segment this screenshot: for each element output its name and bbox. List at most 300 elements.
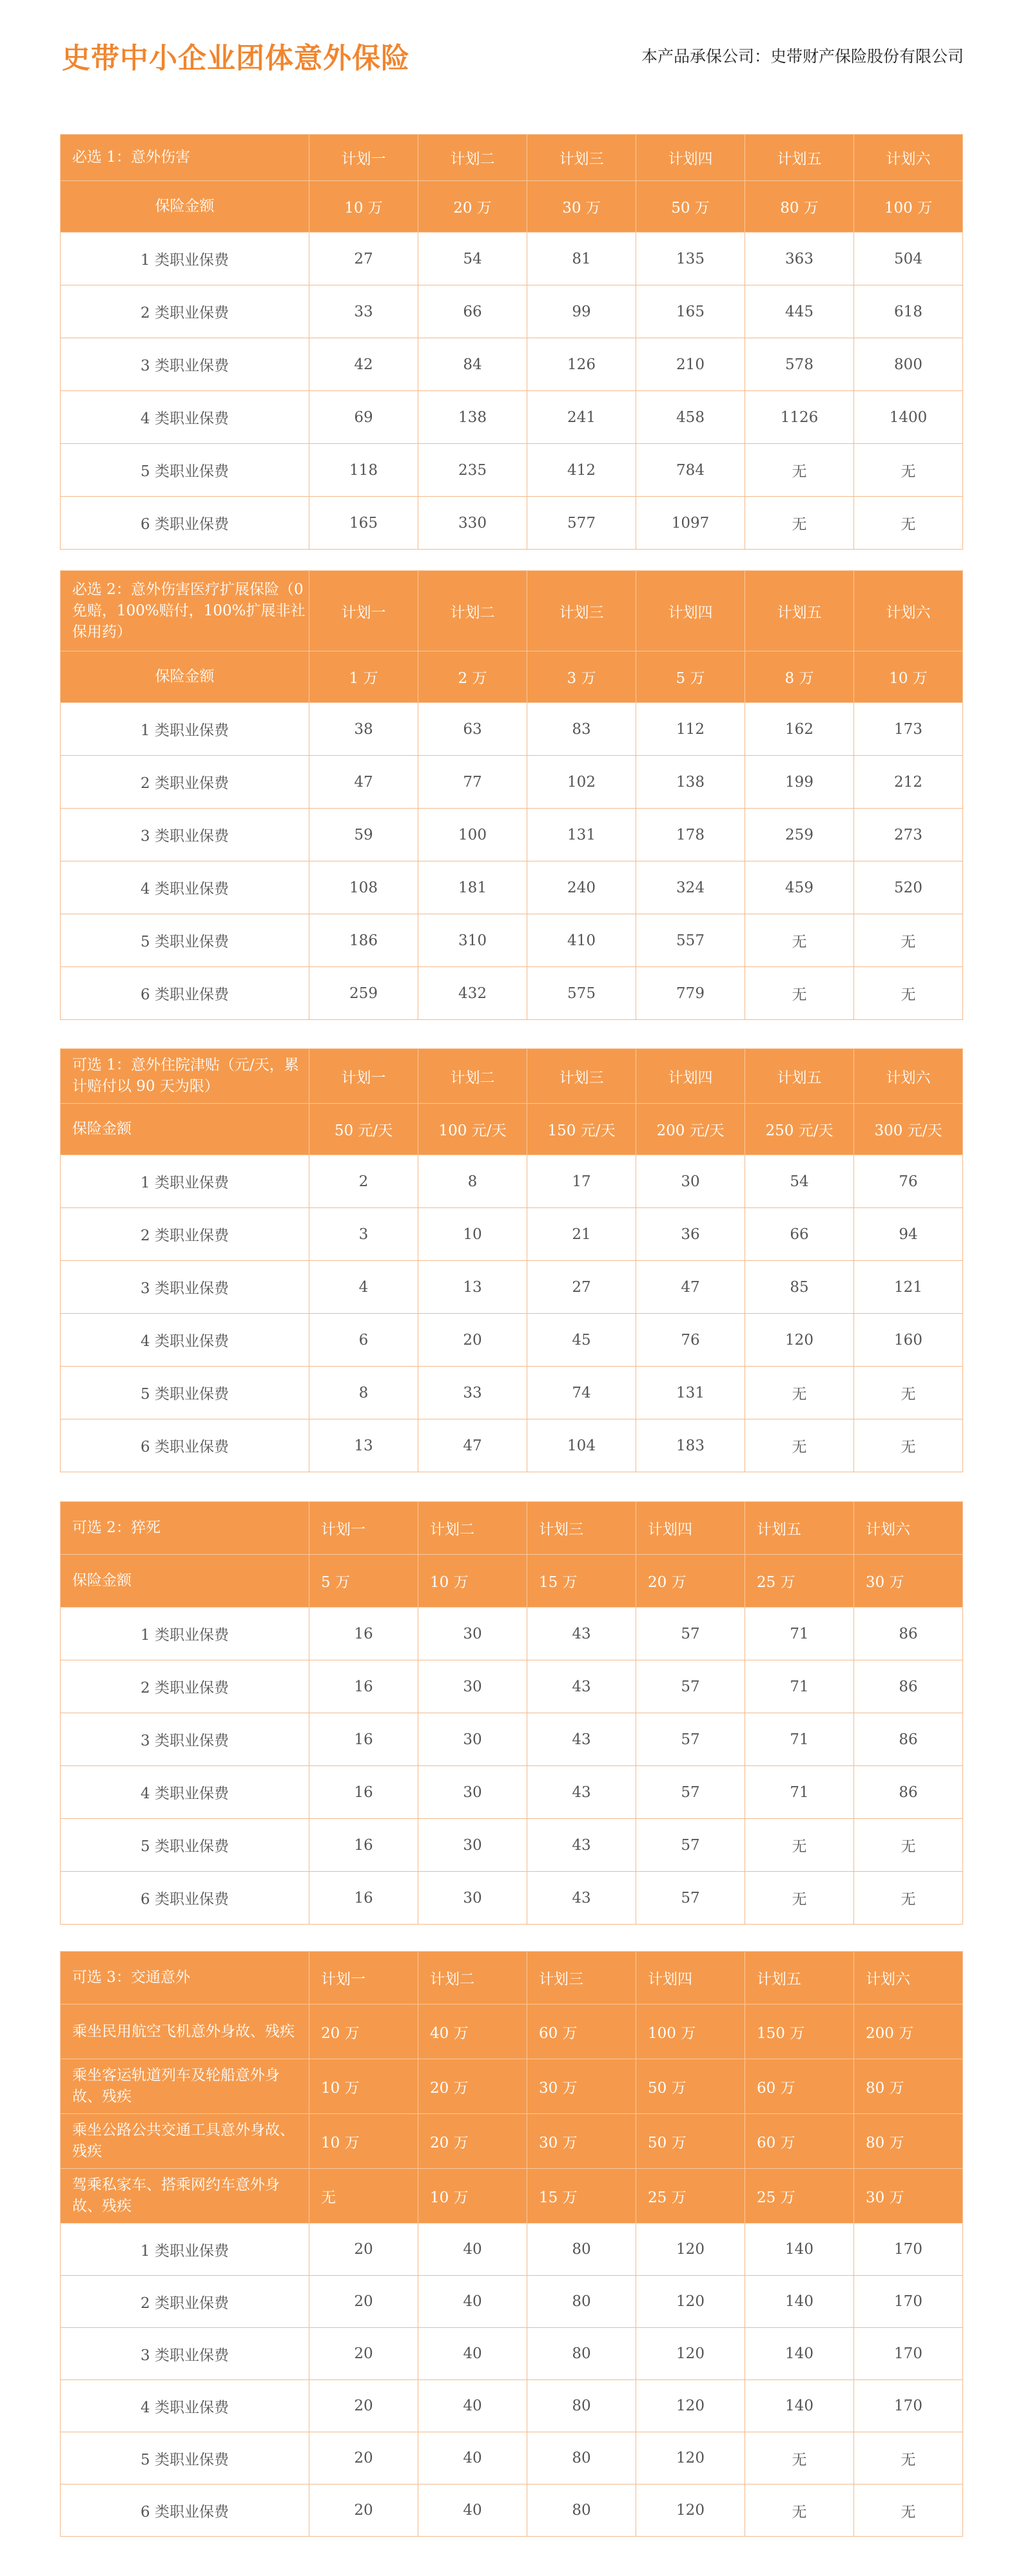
table-cell: 210 — [636, 338, 745, 391]
table-cell: 86 — [854, 1608, 963, 1660]
table-row — [61, 1208, 963, 1261]
table-cell: 30 — [418, 1819, 527, 1872]
table-cell: 410 — [527, 914, 636, 967]
sum-insured-row — [61, 181, 963, 233]
table-cell: 无 — [854, 1872, 963, 1925]
header-cell: 计划四 — [636, 1049, 745, 1104]
table-cell: 42 — [309, 338, 418, 391]
table-cell: 80 — [527, 2328, 636, 2380]
table-cell: 71 — [745, 1608, 854, 1660]
row-label: 2 类职业保费 — [61, 1660, 309, 1713]
row-label: 保险金额 — [61, 1555, 309, 1608]
header-cell: 80 万 — [854, 2114, 963, 2169]
table-row — [61, 1819, 963, 1872]
table-cell: 无 — [745, 967, 854, 1020]
table-cell: 无 — [745, 914, 854, 967]
table-cell: 66 — [418, 285, 527, 338]
header-cell: 300 元/天 — [854, 1104, 963, 1155]
header-cell: 20 万 — [418, 181, 527, 233]
table-cell: 160 — [854, 1314, 963, 1367]
sum-insured-row — [61, 1104, 963, 1155]
row-label: 2 类职业保费 — [61, 2276, 309, 2328]
header-cell: 30 万 — [854, 1555, 963, 1608]
header-cell: 计划一 — [309, 135, 418, 181]
row-label: 驾乘私家车、搭乘网约车意外身故、残疾 — [61, 2169, 309, 2224]
row-label: 4 类职业保费 — [61, 1314, 309, 1367]
table-cell: 80 — [527, 2485, 636, 2537]
table-cell: 3 — [309, 1208, 418, 1261]
table-cell: 33 — [309, 285, 418, 338]
table-cell: 30 — [418, 1608, 527, 1660]
table-row — [61, 2328, 963, 2380]
header-cell: 计划一 — [309, 1049, 418, 1104]
table-heading-row — [61, 1049, 963, 1104]
table-cell: 20 — [309, 2432, 418, 2485]
table-cell: 无 — [854, 1819, 963, 1872]
row-label: 保险金额 — [61, 651, 309, 703]
header-cell: 计划二 — [418, 571, 527, 651]
table-row — [61, 1155, 963, 1208]
header-cell: 20 万 — [309, 2004, 418, 2059]
table-cell: 259 — [309, 967, 418, 1020]
row-label: 必选 2：意外伤害医疗扩展保险（0 免赔，100%赔付，100%扩展非社保用药） — [61, 571, 309, 651]
table-cell: 13 — [309, 1419, 418, 1472]
header-cell: 20 万 — [418, 2114, 527, 2169]
header-cell: 计划二 — [418, 1952, 527, 2004]
table-row — [61, 1766, 963, 1819]
header-cell: 计划一 — [309, 1502, 418, 1555]
table-cell: 363 — [745, 233, 854, 285]
table-cell: 76 — [636, 1314, 745, 1367]
table-row — [61, 391, 963, 444]
table-cell: 458 — [636, 391, 745, 444]
header-cell: 10 万 — [418, 2169, 527, 2224]
table-cell: 2 — [309, 1155, 418, 1208]
table-cell: 30 — [418, 1713, 527, 1766]
coverage-row — [61, 2004, 963, 2059]
table-cell: 无 — [854, 444, 963, 497]
header-cell: 30 万 — [527, 2114, 636, 2169]
row-label: 3 类职业保费 — [61, 1261, 309, 1314]
header-cell: 5 万 — [309, 1555, 418, 1608]
table-row — [61, 497, 963, 550]
table-cell: 20 — [309, 2276, 418, 2328]
header-cell: 计划五 — [745, 1502, 854, 1555]
table-cell: 71 — [745, 1660, 854, 1713]
table-cell: 557 — [636, 914, 745, 967]
table-cell: 181 — [418, 861, 527, 914]
table-cell: 212 — [854, 756, 963, 809]
table-cell: 无 — [854, 1367, 963, 1419]
table-cell: 86 — [854, 1766, 963, 1819]
table-cell: 324 — [636, 861, 745, 914]
table-cell: 86 — [854, 1713, 963, 1766]
table-cell: 120 — [745, 1314, 854, 1367]
table-cell: 131 — [636, 1367, 745, 1419]
table-cell: 63 — [418, 703, 527, 756]
table-cell: 71 — [745, 1766, 854, 1819]
table-cell: 104 — [527, 1419, 636, 1472]
page-header — [0, 0, 1023, 97]
table-row — [61, 2485, 963, 2537]
header-cell: 计划六 — [854, 1502, 963, 1555]
table-hospital-allowance — [60, 1048, 963, 1472]
table-cell: 120 — [636, 2432, 745, 2485]
table-cell: 10 — [418, 1208, 527, 1261]
table-cell: 16 — [309, 1766, 418, 1819]
row-label: 5 类职业保费 — [61, 1819, 309, 1872]
table-cell: 33 — [418, 1367, 527, 1419]
table-cell: 30 — [418, 1660, 527, 1713]
table-cell: 138 — [418, 391, 527, 444]
row-label: 4 类职业保费 — [61, 861, 309, 914]
table-cell: 40 — [418, 2432, 527, 2485]
table-cell: 577 — [527, 497, 636, 550]
table-cell: 57 — [636, 1608, 745, 1660]
table-row — [61, 1261, 963, 1314]
table-cell: 330 — [418, 497, 527, 550]
table-cell: 165 — [636, 285, 745, 338]
header-cell: 25 万 — [636, 2169, 745, 2224]
header-cell: 20 万 — [636, 1555, 745, 1608]
table-cell: 54 — [745, 1155, 854, 1208]
header-cell: 计划三 — [527, 1952, 636, 2004]
table-heading-row — [61, 135, 963, 181]
table-cell: 170 — [854, 2328, 963, 2380]
header-cell: 50 万 — [636, 181, 745, 233]
header-cell: 计划六 — [854, 135, 963, 181]
table-accident-medical — [60, 570, 963, 1020]
table-cell: 80 — [527, 2276, 636, 2328]
table-cell: 20 — [418, 1314, 527, 1367]
table-cell: 178 — [636, 809, 745, 861]
table-cell: 27 — [309, 233, 418, 285]
table-cell: 47 — [636, 1261, 745, 1314]
header-cell: 无 — [309, 2169, 418, 2224]
table-cell: 无 — [745, 1367, 854, 1419]
table-cell: 100 — [418, 809, 527, 861]
row-label: 3 类职业保费 — [61, 338, 309, 391]
header-cell: 200 万 — [854, 2004, 963, 2059]
coverage-row — [61, 2059, 963, 2114]
sum-insured-row — [61, 651, 963, 703]
table-cell: 无 — [854, 2485, 963, 2537]
header-cell: 100 元/天 — [418, 1104, 527, 1155]
table-cell: 504 — [854, 233, 963, 285]
header-cell: 60 万 — [745, 2059, 854, 2114]
table-cell: 20 — [309, 2485, 418, 2537]
table-row — [61, 861, 963, 914]
header-cell: 250 元/天 — [745, 1104, 854, 1155]
header-cell: 5 万 — [636, 651, 745, 703]
table-row — [61, 967, 963, 1020]
header-cell: 计划二 — [418, 1502, 527, 1555]
table-cell: 45 — [527, 1314, 636, 1367]
table-row — [61, 444, 963, 497]
row-label: 可选 3：交通意外 — [61, 1952, 309, 2004]
row-label: 6 类职业保费 — [61, 1872, 309, 1925]
header-cell: 15 万 — [527, 1555, 636, 1608]
table-cell: 140 — [745, 2224, 854, 2276]
table-cell: 1126 — [745, 391, 854, 444]
table-cell: 57 — [636, 1872, 745, 1925]
header-cell: 计划二 — [418, 1049, 527, 1104]
sum-insured-row — [61, 1555, 963, 1608]
table-cell: 126 — [527, 338, 636, 391]
table-accident-injury — [60, 134, 963, 550]
header-cell: 80 万 — [745, 181, 854, 233]
table-cell: 81 — [527, 233, 636, 285]
row-label: 5 类职业保费 — [61, 444, 309, 497]
header-cell: 计划五 — [745, 1049, 854, 1104]
table-cell: 310 — [418, 914, 527, 967]
row-label: 可选 2：猝死 — [61, 1502, 309, 1555]
table-cell: 43 — [527, 1872, 636, 1925]
row-label: 乘坐民用航空飞机意外身故、残疾 — [61, 2004, 309, 2059]
table-cell: 120 — [636, 2276, 745, 2328]
table-cell: 800 — [854, 338, 963, 391]
table-cell: 43 — [527, 1766, 636, 1819]
table-row — [61, 1608, 963, 1660]
row-label: 4 类职业保费 — [61, 1766, 309, 1819]
table-cell: 162 — [745, 703, 854, 756]
header-cell: 100 万 — [636, 2004, 745, 2059]
table-cell: 784 — [636, 444, 745, 497]
table-cell: 无 — [745, 444, 854, 497]
table-cell: 120 — [636, 2328, 745, 2380]
header-cell: 计划三 — [527, 135, 636, 181]
table-row — [61, 1660, 963, 1713]
table-sudden-death — [60, 1501, 963, 1925]
table-cell: 30 — [636, 1155, 745, 1208]
table-cell: 77 — [418, 756, 527, 809]
table-cell: 459 — [745, 861, 854, 914]
header-cell: 计划五 — [745, 135, 854, 181]
row-label: 1 类职业保费 — [61, 233, 309, 285]
table-cell: 432 — [418, 967, 527, 1020]
row-label: 保险金额 — [61, 1104, 309, 1155]
table-cell: 20 — [309, 2224, 418, 2276]
table-cell: 80 — [527, 2224, 636, 2276]
row-label: 乘坐公路公共交通工具意外身故、残疾 — [61, 2114, 309, 2169]
row-label: 1 类职业保费 — [61, 1608, 309, 1660]
table-cell: 57 — [636, 1766, 745, 1819]
table-cell: 47 — [309, 756, 418, 809]
header-cell: 计划四 — [636, 135, 745, 181]
header-cell: 40 万 — [418, 2004, 527, 2059]
table-cell: 6 — [309, 1314, 418, 1367]
row-label: 5 类职业保费 — [61, 2432, 309, 2485]
header-cell: 计划三 — [527, 1049, 636, 1104]
underwriter-note: 本产品承保公司：史带财产保险股份有限公司 — [641, 47, 964, 66]
table-cell: 118 — [309, 444, 418, 497]
header-cell: 计划五 — [745, 1952, 854, 2004]
table-cell: 54 — [418, 233, 527, 285]
header-cell: 10 万 — [309, 2114, 418, 2169]
table-cell: 16 — [309, 1819, 418, 1872]
table-cell: 57 — [636, 1713, 745, 1766]
table-heading-row — [61, 571, 963, 651]
table-cell: 无 — [854, 967, 963, 1020]
table-cell: 38 — [309, 703, 418, 756]
header-cell: 150 元/天 — [527, 1104, 636, 1155]
header-cell: 50 元/天 — [309, 1104, 418, 1155]
table-cell: 20 — [309, 2328, 418, 2380]
row-label: 1 类职业保费 — [61, 703, 309, 756]
row-label: 5 类职业保费 — [61, 1367, 309, 1419]
header-cell: 50 万 — [636, 2114, 745, 2169]
table-cell: 241 — [527, 391, 636, 444]
table-row — [61, 1419, 963, 1472]
table-cell: 40 — [418, 2380, 527, 2432]
table-row — [61, 285, 963, 338]
header-cell: 60 万 — [745, 2114, 854, 2169]
table-heading-row — [61, 1502, 963, 1555]
row-label: 4 类职业保费 — [61, 391, 309, 444]
table-cell: 235 — [418, 444, 527, 497]
table-cell: 43 — [527, 1819, 636, 1872]
header-cell: 30 万 — [854, 2169, 963, 2224]
table-row — [61, 338, 963, 391]
table-cell: 43 — [527, 1660, 636, 1713]
table-cell: 273 — [854, 809, 963, 861]
table-cell: 86 — [854, 1660, 963, 1713]
coverage-row — [61, 2114, 963, 2169]
header-cell: 200 元/天 — [636, 1104, 745, 1155]
row-label: 4 类职业保费 — [61, 2380, 309, 2432]
header-cell: 计划一 — [309, 1952, 418, 2004]
table-cell: 259 — [745, 809, 854, 861]
table-cell: 170 — [854, 2276, 963, 2328]
table-cell: 21 — [527, 1208, 636, 1261]
table-cell: 618 — [854, 285, 963, 338]
table-cell: 40 — [418, 2224, 527, 2276]
table-cell: 80 — [527, 2432, 636, 2485]
table-cell: 30 — [418, 1872, 527, 1925]
header-cell: 计划六 — [854, 1952, 963, 2004]
header-cell: 100 万 — [854, 181, 963, 233]
table-row — [61, 914, 963, 967]
table-cell: 80 — [527, 2380, 636, 2432]
row-label: 6 类职业保费 — [61, 2485, 309, 2537]
table-cell: 1097 — [636, 497, 745, 550]
table-cell: 84 — [418, 338, 527, 391]
table-cell: 无 — [854, 914, 963, 967]
table-cell: 36 — [636, 1208, 745, 1261]
header-cell: 25 万 — [745, 1555, 854, 1608]
table-cell: 120 — [636, 2380, 745, 2432]
header-cell: 30 万 — [527, 2059, 636, 2114]
table-cell: 71 — [745, 1713, 854, 1766]
header-cell: 计划五 — [745, 571, 854, 651]
header-cell: 80 万 — [854, 2059, 963, 2114]
table-cell: 47 — [418, 1419, 527, 1472]
table-cell: 无 — [854, 1419, 963, 1472]
row-label: 保险金额 — [61, 181, 309, 233]
table-cell: 186 — [309, 914, 418, 967]
header-cell: 10 万 — [309, 181, 418, 233]
table-cell: 59 — [309, 809, 418, 861]
table-cell: 16 — [309, 1608, 418, 1660]
table-cell: 无 — [745, 1819, 854, 1872]
table-cell: 240 — [527, 861, 636, 914]
table-cell: 20 — [309, 2380, 418, 2432]
header-cell: 1 万 — [309, 651, 418, 703]
row-label: 2 类职业保费 — [61, 285, 309, 338]
table-cell: 无 — [745, 497, 854, 550]
table-cell: 43 — [527, 1608, 636, 1660]
table-cell: 412 — [527, 444, 636, 497]
table-heading-row — [61, 1952, 963, 2004]
header-cell: 15 万 — [527, 2169, 636, 2224]
table-row — [61, 2432, 963, 2485]
table-cell: 170 — [854, 2224, 963, 2276]
header-cell: 2 万 — [418, 651, 527, 703]
table-cell: 94 — [854, 1208, 963, 1261]
table-cell: 无 — [745, 1872, 854, 1925]
table-cell: 99 — [527, 285, 636, 338]
header-cell: 计划二 — [418, 135, 527, 181]
table-row — [61, 809, 963, 861]
table-cell: 40 — [418, 2276, 527, 2328]
table-cell: 27 — [527, 1261, 636, 1314]
table-cell: 102 — [527, 756, 636, 809]
row-label: 必选 1：意外伤害 — [61, 135, 309, 181]
table-cell: 无 — [745, 2485, 854, 2537]
table-cell: 13 — [418, 1261, 527, 1314]
table-cell: 无 — [745, 1419, 854, 1472]
table-cell: 165 — [309, 497, 418, 550]
table-cell: 30 — [418, 1766, 527, 1819]
table-cell: 140 — [745, 2380, 854, 2432]
table-cell: 4 — [309, 1261, 418, 1314]
table-cell: 8 — [309, 1367, 418, 1419]
table-cell: 135 — [636, 233, 745, 285]
header-cell: 60 万 — [527, 2004, 636, 2059]
table-cell: 74 — [527, 1367, 636, 1419]
table-row — [61, 1314, 963, 1367]
header-cell: 20 万 — [418, 2059, 527, 2114]
table-cell: 57 — [636, 1660, 745, 1713]
table-cell: 无 — [854, 497, 963, 550]
row-label: 6 类职业保费 — [61, 1419, 309, 1472]
table-cell: 183 — [636, 1419, 745, 1472]
table-row — [61, 1713, 963, 1766]
header-cell: 30 万 — [527, 181, 636, 233]
table-cell: 520 — [854, 861, 963, 914]
table-cell: 66 — [745, 1208, 854, 1261]
table-cell: 17 — [527, 1155, 636, 1208]
header-cell: 25 万 — [745, 2169, 854, 2224]
row-label: 1 类职业保费 — [61, 2224, 309, 2276]
table-cell: 140 — [745, 2276, 854, 2328]
table-cell: 69 — [309, 391, 418, 444]
table-row — [61, 1872, 963, 1925]
table-cell: 575 — [527, 967, 636, 1020]
row-label: 1 类职业保费 — [61, 1155, 309, 1208]
table-cell: 16 — [309, 1872, 418, 1925]
table-cell: 199 — [745, 756, 854, 809]
table-cell: 108 — [309, 861, 418, 914]
table-cell: 43 — [527, 1713, 636, 1766]
table-traffic-accident — [60, 1951, 963, 2537]
header-cell: 10 万 — [854, 651, 963, 703]
row-label: 6 类职业保费 — [61, 967, 309, 1020]
header-cell: 150 万 — [745, 2004, 854, 2059]
header-cell: 计划一 — [309, 571, 418, 651]
header-cell: 计划三 — [527, 571, 636, 651]
header-cell: 50 万 — [636, 2059, 745, 2114]
